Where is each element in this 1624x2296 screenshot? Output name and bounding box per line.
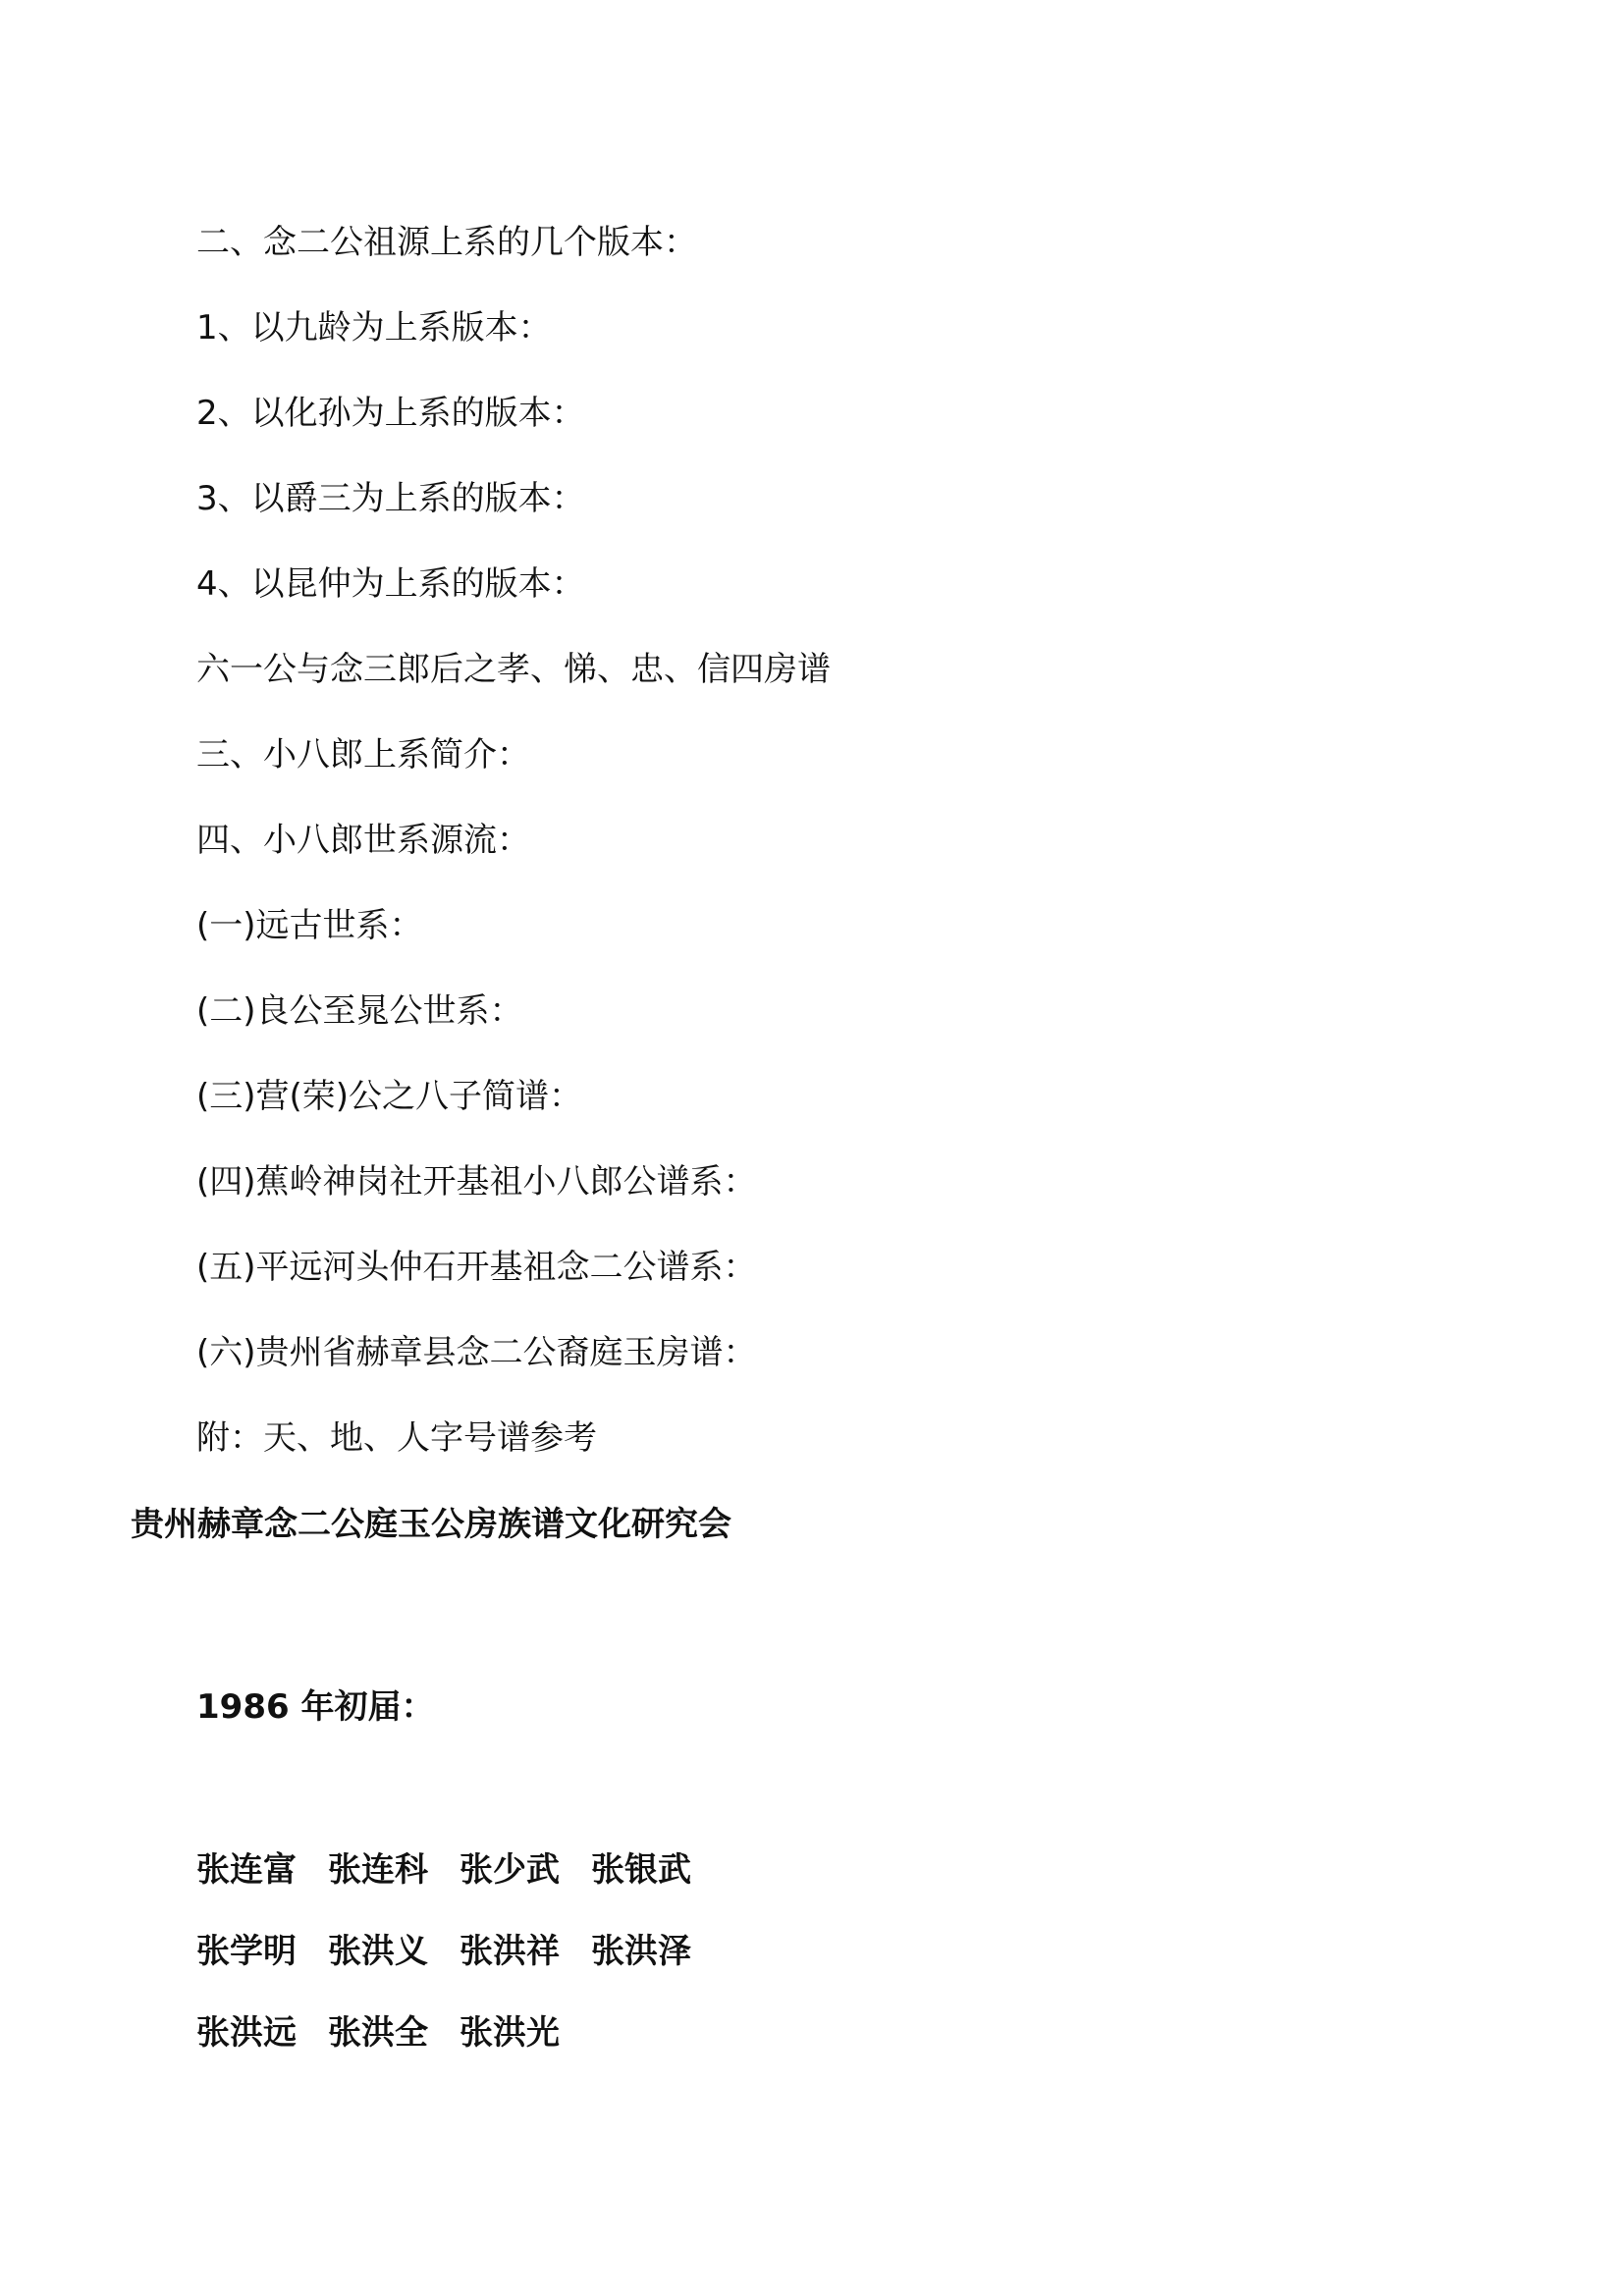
organization-title: 贵州赫章念二公庭玉公房族谱文化研究会 bbox=[131, 1505, 731, 1544]
member-name: 张学明 bbox=[196, 1932, 297, 1971]
toc-sub-3: (三)营(荣)公之八子简谱： bbox=[196, 1077, 583, 1116]
member-name: 张洪义 bbox=[328, 1932, 428, 1971]
member-name: 张洪全 bbox=[328, 2013, 428, 2053]
session-label: 1986 年初届： bbox=[196, 1687, 435, 1727]
member-name: 张连富 bbox=[196, 1850, 297, 1890]
toc-sub-6: (六)贵州省赫章县念二公裔庭玉房谱： bbox=[196, 1333, 757, 1372]
member-name: 张洪泽 bbox=[591, 1932, 691, 1971]
member-name: 张银武 bbox=[591, 1850, 691, 1890]
toc-heading-2: 二、念二公祖源上系的几个版本： bbox=[196, 223, 697, 262]
toc-item-4: 4、以昆仲为上系的版本： bbox=[196, 564, 585, 604]
toc-sub-5: (五)平远河头仲石开基祖念二公谱系： bbox=[196, 1248, 757, 1287]
toc-heading-4: 四、小八郎世系源流： bbox=[196, 821, 530, 860]
toc-item-3: 3、以爵三为上系的版本： bbox=[196, 479, 585, 518]
member-name: 张洪远 bbox=[196, 2013, 297, 2053]
member-name: 张少武 bbox=[460, 1850, 560, 1890]
member-name: 张连科 bbox=[328, 1850, 428, 1890]
member-row-3 bbox=[196, 2013, 591, 2053]
toc-item-2: 2、以化孙为上系的版本： bbox=[196, 394, 585, 433]
toc-sub-4: (四)蕉岭神岗社开基祖小八郎公谱系： bbox=[196, 1162, 757, 1201]
member-name: 张洪祥 bbox=[460, 1932, 560, 1971]
toc-sub-2: (二)良公至晁公世系： bbox=[196, 991, 523, 1031]
member-row-2 bbox=[196, 1932, 723, 1971]
toc-item-liuyi: 六一公与念三郎后之孝、悌、忠、信四房谱 bbox=[196, 650, 831, 689]
member-row-1 bbox=[196, 1850, 723, 1890]
toc-appendix: 附：天、地、人字号谱参考 bbox=[196, 1418, 597, 1458]
toc-heading-3: 三、小八郎上系简介： bbox=[196, 735, 530, 774]
member-name: 张洪光 bbox=[460, 2013, 560, 2053]
toc-sub-1: (一)远古世系： bbox=[196, 906, 423, 945]
toc-item-1: 1、以九龄为上系版本： bbox=[196, 308, 552, 347]
